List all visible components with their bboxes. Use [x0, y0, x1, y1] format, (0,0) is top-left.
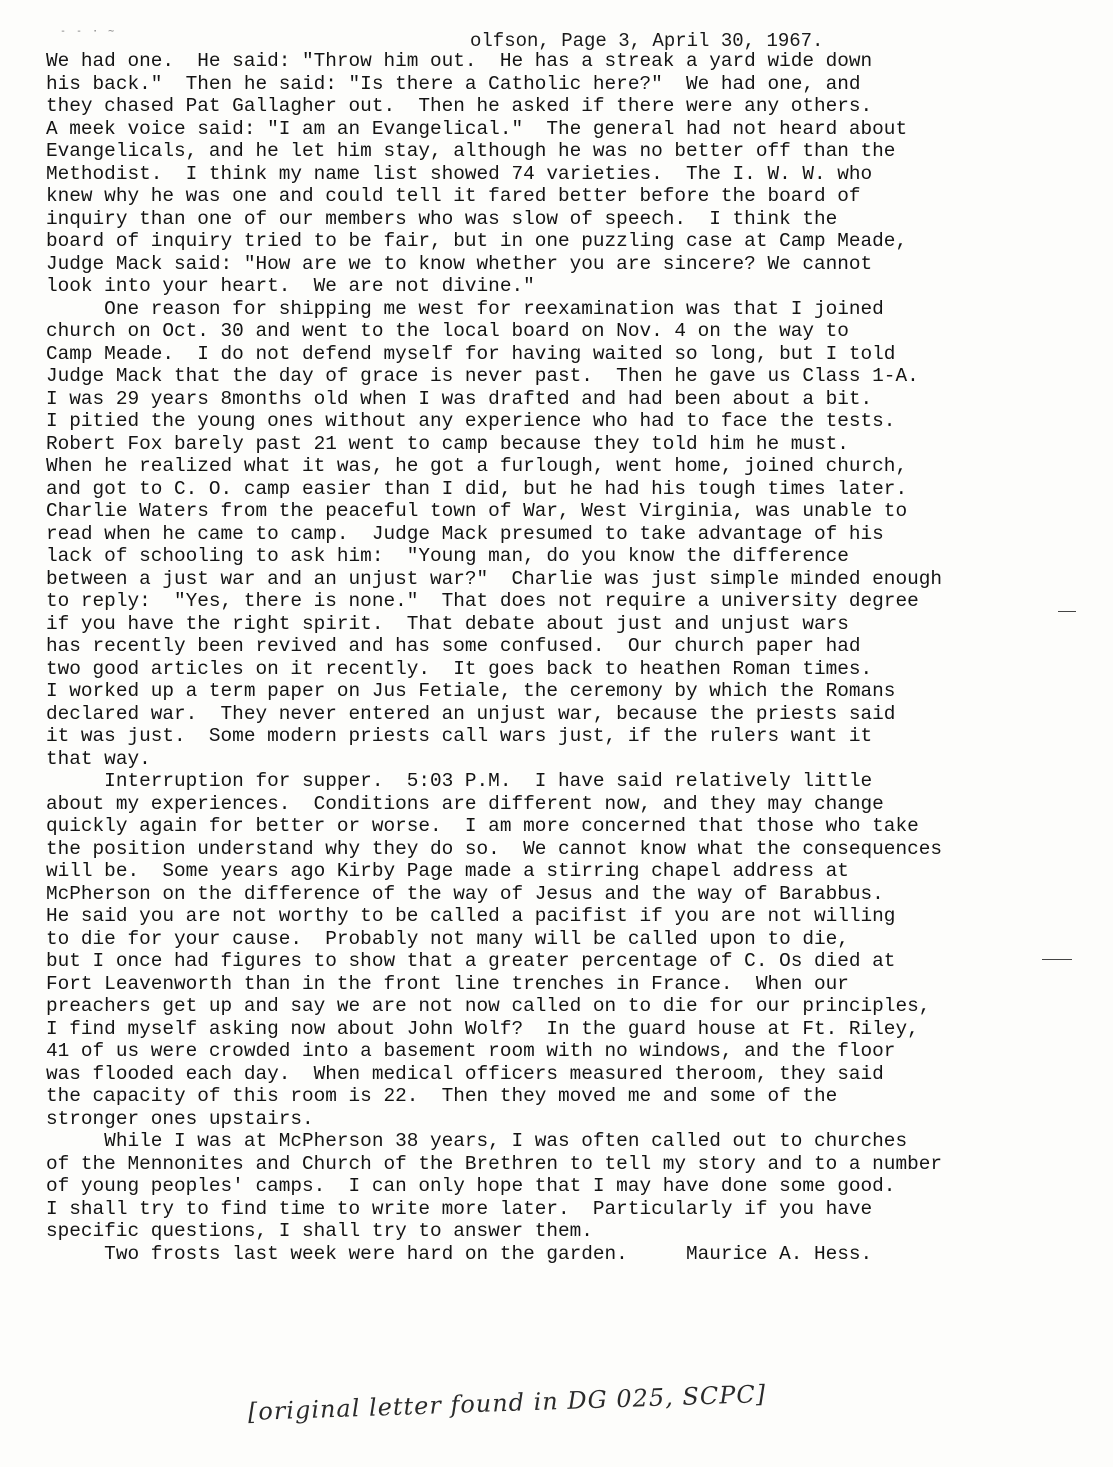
letter-line: church on Oct. 30 and went to the local board on Nov. 4 on the way to [46, 320, 849, 342]
handwritten-archive-note: [original letter found in DG 025, SCPC] [247, 1379, 767, 1426]
letter-line: Camp Meade. I do not defend myself for having waited so long, but I told [46, 342, 896, 365]
letter-line: his back." Then he said: "Is there a Catholic here?" We had one, and [46, 72, 861, 95]
letter-line: about my experiences. Conditions are different now, and they may change [46, 792, 884, 815]
letter-line: inquiry than one of our members who was slow of speech. I think the [46, 207, 838, 230]
page-header: olfson, Page 3, April 30, 1967. [470, 30, 824, 52]
letter-line: Judge Mack that the day of grace is never past. Then he gave us Class 1-A. [46, 365, 919, 387]
letter-line: I was 29 years 8months old when I was drafted and had been about a bit. [46, 387, 873, 410]
letter-line: I find myself asking now about John Wolf? In the guard house at Ft. Riley, [46, 1017, 919, 1040]
letter-line: 41 of us were crowded into a basement room with no windows, and the floor [46, 1040, 896, 1062]
letter-line: they chased Pat Gallagher out. Then he asked if there were any others. [46, 95, 873, 117]
letter-line: He said you are not worthy to be called a pacifist if you are not willing [46, 905, 896, 927]
stray-marks: - - · ~ [60, 26, 117, 37]
letter-line: stronger ones upstairs. [46, 1107, 314, 1130]
letter-line: While I was at McPherson 38 years, I was often called out to churches [46, 1130, 908, 1152]
letter-line: Charlie Waters from the peaceful town of War, West Virginia, was unable to [46, 500, 908, 522]
letter-line: to die for your cause. Probably not many will be called upon to die, [46, 927, 849, 950]
letter-line: that way. [46, 747, 151, 770]
letter-line: of young peoples' camps. I can only hope that I may have done some good. [46, 1175, 896, 1197]
letter-line: Interruption for supper. 5:03 P.M. I have said relatively little [46, 770, 873, 792]
letter-line: will be. Some years ago Kirby Page made a stirring chapel address at [46, 860, 849, 882]
letter-line: I shall try to find time to write more later. Particularly if you have [46, 1197, 873, 1220]
letter-line: Methodist. I think my name list showed 74 varieties. The I. W. W. who [46, 162, 873, 185]
letter-line: Robert Fox barely past 21 went to camp because they told him he must. [46, 432, 849, 455]
letter-line: and got to C. O. camp easier than I did, but he had his tough times later. [46, 477, 908, 500]
letter-line: When he realized what it was, he got a furlough, went home, joined church, [46, 455, 908, 477]
letter-line: the position understand why they do so. We cannot know what the consequences [46, 837, 942, 860]
letter-line: was flooded each day. When medical officers measured theroom, they said [46, 1062, 884, 1085]
letter-line: board of inquiry tried to be fair, but in one puzzling case at Camp Meade, [46, 230, 908, 252]
letter-line: two good articles on it recently. It goes back to heathen Roman times. [46, 657, 873, 680]
letter-line: it was just. Some modern priests call wars just, if the rulers want it [46, 725, 873, 747]
letter-line: Two frosts last week were hard on the garden. Maurice A. Hess. [46, 1242, 873, 1265]
margin-dash [1058, 611, 1076, 612]
letter-line: Judge Mack said: "How are we to know whether you are sincere? We cannot [46, 252, 873, 275]
letter-line: Evangelicals, and he let him stay, although he was no better off than the [46, 140, 896, 162]
letter-line: but I once had figures to show that a greater percentage of C. Os died at [46, 950, 896, 972]
letter-line: specific questions, I shall try to answer them. [46, 1220, 593, 1242]
letter-line: of the Mennonites and Church of the Brethren to tell my story and to a number [46, 1152, 942, 1175]
letter-line: to reply: "Yes, there is none." That does not require a university degree [46, 590, 919, 612]
letter-line: look into your heart. We are not divine." [46, 275, 535, 297]
letter-line: We had one. He said: "Throw him out. He has a streak a yard wide down [46, 50, 873, 72]
letter-line: knew why he was one and could tell it fared better before the board of [46, 185, 861, 207]
letter-line: declared war. They never entered an unjust war, because the priests said [46, 702, 896, 725]
margin-dash [1042, 959, 1072, 960]
letter-body [46, 50, 1066, 1265]
letter-line: has recently been revived and has some confused. Our church paper had [46, 635, 861, 657]
letter-line: Fort Leavenworth than in the front line trenches in France. When our [46, 972, 849, 995]
letter-line: read when he came to camp. Judge Mack presumed to take advantage of his [46, 522, 884, 545]
letter-line: quickly again for better or worse. I am more concerned that those who take [46, 815, 919, 837]
letter-line: lack of schooling to ask him: "Young man, do you know the difference [46, 545, 849, 567]
letter-line: One reason for shipping me west for reexamination was that I joined [46, 297, 884, 320]
letter-line: A meek voice said: "I am an Evangelical." The general had not heard about [46, 117, 908, 140]
letter-line: if you have the right spirit. That debate about just and unjust wars [46, 612, 849, 635]
letter-line: I pitied the young ones without any experience who had to face the tests. [46, 410, 896, 432]
letter-line: the capacity of this room is 22. Then they moved me and some of the [46, 1085, 838, 1107]
letter-line: between a just war and an unjust war?" Charlie was just simple minded enough [46, 567, 942, 590]
letter-line: McPherson on the difference of the way of Jesus and the way of Barabbus. [46, 882, 884, 905]
letter-line: preachers get up and say we are not now called on to die for our principles, [46, 995, 931, 1017]
letter-line: I worked up a term paper on Jus Fetiale, the ceremony by which the Romans [46, 680, 896, 702]
